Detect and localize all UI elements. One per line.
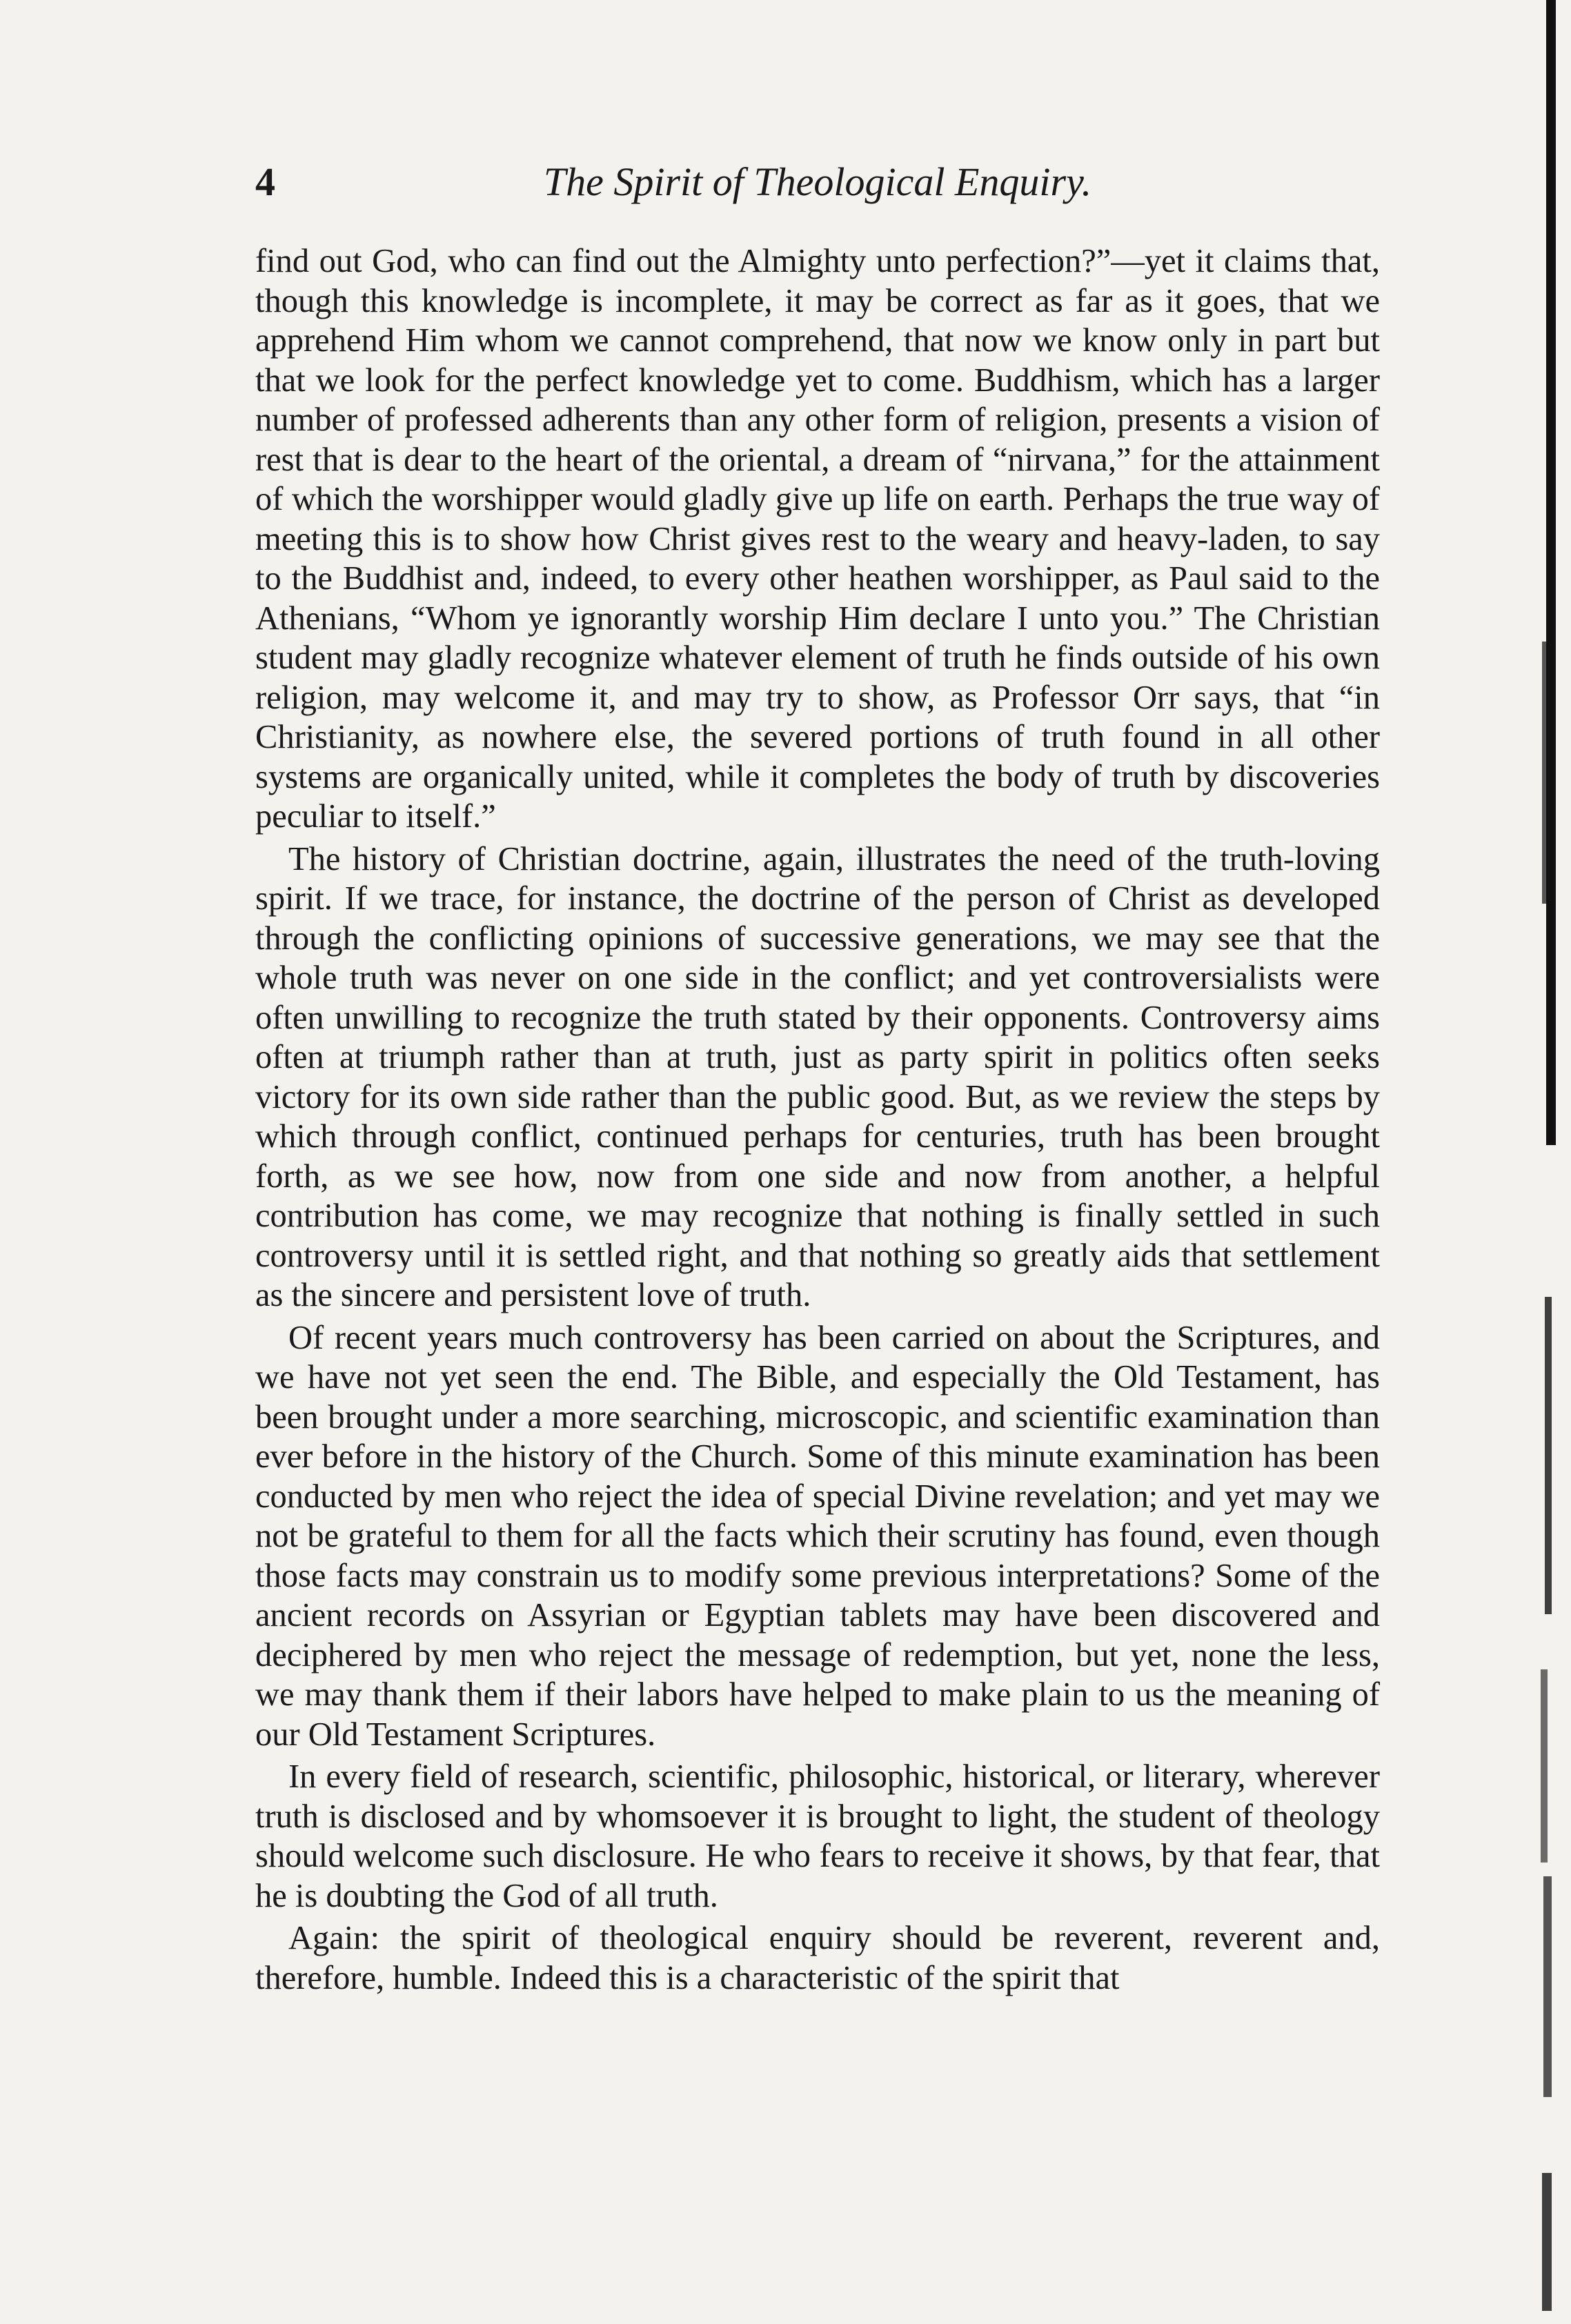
page-header: [255, 159, 1380, 221]
body-text: [255, 241, 1380, 1998]
paragraph-1: find out God, who can find out the Almighty unto perfection?”—yet it claims that, though this knowledge is incomplete, it may be correct as far as it goes, that we apprehend Him whom we cannot comprehend, that now we know only in part but that we look for the perfect knowledge yet to come. Buddhism, which has a larger number of professed adherents than any other form of religion, presents a vision of rest that is dear to the heart of the oriental, a dream of “nirvana,” for the attainment of which the worshipper would gladly give up life on earth. Perhaps the true way of meeting this is to show how Christ gives rest to the weary and heavy-laden, to say to the Buddhist and, indeed, to every other heathen worshipper, as Paul said to the Athenians, “Whom ye ignorantly worship Him declare I unto you.” The Christian student may gladly recognize whatever element of truth he finds outside of his own religion, may welcome it, and may try to show, as Professor Orr says, that “in Christianity, as nowhere else, the severed portions of truth found in all other systems are organically united, while it completes the body of truth by discoveries peculiar to itself.”: [255, 243, 1380, 835]
edge-mark: [1546, 0, 1556, 1145]
page-number: 4: [255, 159, 275, 204]
edge-mark: [1542, 2173, 1552, 2311]
edge-mark: [1541, 1669, 1548, 1863]
scan-edge-shadow: [1516, 0, 1571, 2324]
running-title: The Spirit of Theological Enquiry.: [543, 159, 1092, 204]
edge-mark: [1545, 1297, 1552, 1614]
paragraph-2: The history of Christian doctrine, again, illustrates the need of the truth-loving spirit. If we trace, for instance, the doctrine of the person of Christ as developed through the conflicting opinions of successive generations, we may see that the whole truth was never on one side in the conflict; and yet controversialists were often unwilling to recognize the truth stated by their opponents. Controversy aims often at triumph rather than at truth, just as party spirit in politics often seeks victory for its own side rather than the public good. But, as we review the steps by which through conflict, continued perhaps for centuries, truth has been brought forth, as we see how, now from one side and now from another, a helpful contribution has come, we may recognize that nothing is finally settled in such controversy until it is settled right, and that nothing so greatly aids that settlement as the sincere and persistent love of truth.: [255, 840, 1380, 1313]
paragraph-4: In every field of research, scientific, philosophic, historical, or literary, wherever truth is disclosed and by whomsoever it is brought to light, the student of theology should welcome such disclosure. He who fears to receive it shows, by that fear, that he is doubting the God of all truth.: [255, 1758, 1380, 1914]
paragraph-3: Of recent years much controversy has been carried on about the Scriptures, and we have not yet seen the end. The Bible, and especially the Old Testament, has been brought under a more searching, microscopic, and scientific examination than ever before in the history of the Church. Some of this minute examination has been conducted by men who reject the idea of special Divine revelation; and yet may we not be grateful to them for all the facts which their scrutiny has found, even though those facts may constrain us to modify some previous interpretations? Some of the ancient records on Assyrian or Egyptian tablets may have been discovered and deciphered by men who reject the message of redemption, but yet, none the less, we may thank them if their labors have helped to make plain to us the meaning of our Old Testament Scriptures.: [255, 1319, 1380, 1753]
paragraph-5: Again: the spirit of theological enquiry should be reverent, reverent and, therefore, humble. Indeed this is a characteristic of the spirit that: [255, 1920, 1380, 1996]
edge-mark: [1543, 1876, 1552, 2097]
book-page: [255, 159, 1380, 1998]
edge-mark: [1542, 642, 1548, 904]
